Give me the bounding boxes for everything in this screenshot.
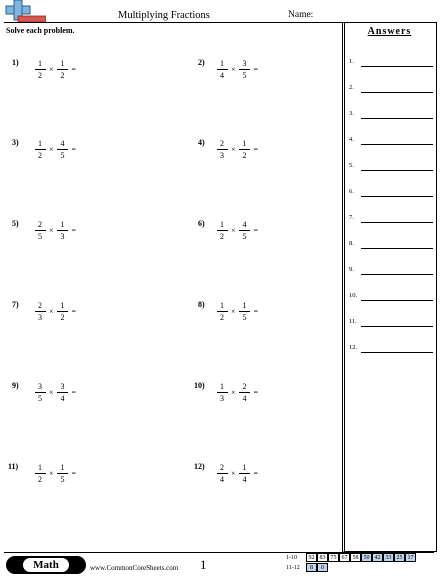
denominator: 3 bbox=[60, 232, 65, 241]
score-range-label: 1-10 bbox=[286, 555, 297, 561]
denominator: 5 bbox=[60, 475, 65, 484]
denominator: 5 bbox=[242, 71, 247, 80]
equals-sign: = bbox=[253, 469, 259, 478]
answer-row[interactable] bbox=[349, 136, 435, 148]
answer-number: 7. bbox=[349, 214, 354, 221]
fraction bbox=[57, 300, 69, 323]
answer-number: 8. bbox=[349, 240, 354, 247]
denominator: 5 bbox=[242, 313, 247, 322]
answer-row[interactable] bbox=[349, 240, 435, 252]
denominator: 5 bbox=[242, 232, 247, 241]
denominator: 2 bbox=[220, 313, 224, 322]
problem-expression bbox=[216, 462, 258, 485]
score-cell: 25 bbox=[394, 553, 405, 562]
denominator: 2 bbox=[220, 232, 224, 241]
numerator: 1 bbox=[220, 220, 224, 229]
times-sign: × bbox=[231, 469, 236, 478]
fraction bbox=[239, 300, 251, 323]
score-cell: 75 bbox=[328, 553, 339, 562]
fraction bbox=[34, 381, 46, 404]
score-cell: 50 bbox=[361, 553, 372, 562]
answer-number: 10. bbox=[349, 292, 358, 299]
answers-panel bbox=[342, 22, 437, 552]
numerator: 1 bbox=[38, 59, 42, 68]
answer-line[interactable] bbox=[361, 248, 433, 249]
equals-sign: = bbox=[253, 307, 259, 316]
times-sign: × bbox=[231, 65, 236, 74]
fraction bbox=[57, 58, 69, 81]
fraction bbox=[216, 138, 228, 161]
numerator: 2 bbox=[38, 301, 42, 310]
answer-row[interactable] bbox=[349, 58, 435, 70]
numerator: 4 bbox=[242, 220, 247, 229]
equals-sign: = bbox=[71, 388, 77, 397]
fraction bbox=[34, 138, 46, 161]
denominator: 2 bbox=[242, 151, 247, 160]
denominator: 3 bbox=[220, 394, 224, 403]
page-title: Multiplying Fractions bbox=[118, 10, 210, 21]
score-cell: 83 bbox=[317, 553, 328, 562]
fraction bbox=[239, 219, 251, 242]
score-cell: 67 bbox=[339, 553, 350, 562]
answer-line[interactable] bbox=[361, 300, 433, 301]
answer-row[interactable] bbox=[349, 188, 435, 200]
problem-number: 11) bbox=[8, 462, 19, 471]
answer-line[interactable] bbox=[361, 66, 433, 67]
answer-line[interactable] bbox=[361, 326, 433, 327]
answer-number: 4. bbox=[349, 136, 354, 143]
fraction bbox=[57, 219, 69, 242]
answers-title: Answers bbox=[367, 26, 412, 37]
fraction bbox=[34, 300, 46, 323]
plus-logo-icon bbox=[4, 0, 46, 22]
score-cell: 42 bbox=[372, 553, 383, 562]
score-cell: 92 bbox=[306, 553, 317, 562]
fraction bbox=[57, 138, 69, 161]
problem-number: 9) bbox=[12, 381, 19, 390]
problem-expression bbox=[216, 300, 258, 323]
problem-expression bbox=[216, 219, 258, 242]
problem-number: 12) bbox=[194, 462, 205, 471]
answer-number: 12. bbox=[349, 344, 358, 351]
problem-expression bbox=[216, 381, 258, 404]
denominator: 2 bbox=[38, 475, 42, 484]
problem-number: 8) bbox=[198, 300, 205, 309]
equals-sign: = bbox=[253, 65, 259, 74]
times-sign: × bbox=[49, 226, 54, 235]
numerator: 4 bbox=[60, 139, 65, 148]
times-sign: × bbox=[49, 469, 54, 478]
denominator: 2 bbox=[38, 71, 42, 80]
answer-number: 9. bbox=[349, 266, 354, 273]
problem-expression bbox=[34, 219, 76, 242]
equals-sign: = bbox=[71, 307, 77, 316]
score-cell: 33 bbox=[383, 553, 394, 562]
math-badge-label: Math bbox=[23, 558, 69, 572]
fraction bbox=[239, 58, 251, 81]
fraction bbox=[239, 138, 251, 161]
numerator: 1 bbox=[242, 463, 247, 472]
answer-row[interactable] bbox=[349, 318, 435, 330]
equals-sign: = bbox=[253, 388, 259, 397]
numerator: 2 bbox=[220, 463, 224, 472]
numerator: 2 bbox=[220, 139, 224, 148]
score-cell: 17 bbox=[405, 553, 416, 562]
equals-sign: = bbox=[253, 226, 259, 235]
answer-row[interactable] bbox=[349, 344, 435, 356]
times-sign: × bbox=[231, 226, 236, 235]
problem-number: 1) bbox=[12, 58, 19, 67]
score-table-row-1 bbox=[286, 553, 416, 563]
instructions: Solve each problem. bbox=[6, 26, 75, 35]
fraction bbox=[239, 462, 251, 485]
answer-row[interactable] bbox=[349, 292, 435, 304]
page-number: 1 bbox=[200, 557, 207, 572]
answer-number: 5. bbox=[349, 162, 354, 169]
answer-line[interactable] bbox=[361, 118, 433, 119]
denominator: 2 bbox=[60, 71, 65, 80]
numerator: 1 bbox=[60, 220, 65, 229]
fraction bbox=[216, 381, 228, 404]
problem-number: 3) bbox=[12, 138, 19, 147]
fraction bbox=[34, 58, 46, 81]
numerator: 1 bbox=[60, 301, 65, 310]
denominator: 4 bbox=[220, 475, 224, 484]
score-cell: 8 bbox=[306, 563, 317, 572]
denominator: 5 bbox=[38, 394, 42, 403]
denominator: 5 bbox=[38, 232, 42, 241]
equals-sign: = bbox=[71, 145, 77, 154]
answer-line[interactable] bbox=[361, 170, 433, 171]
answer-number: 6. bbox=[349, 188, 354, 195]
numerator: 3 bbox=[60, 382, 65, 391]
numerator: 1 bbox=[38, 463, 42, 472]
answer-number: 2. bbox=[349, 84, 354, 91]
answer-row[interactable] bbox=[349, 110, 435, 122]
denominator: 3 bbox=[220, 151, 224, 160]
answer-line[interactable] bbox=[361, 274, 433, 275]
fraction bbox=[34, 219, 46, 242]
answer-number: 11. bbox=[349, 318, 357, 325]
denominator: 2 bbox=[38, 151, 42, 160]
denominator: 5 bbox=[60, 151, 65, 160]
answer-line[interactable] bbox=[361, 222, 433, 223]
fraction bbox=[216, 219, 228, 242]
fraction bbox=[239, 381, 251, 404]
score-cell: 0 bbox=[317, 563, 328, 572]
problem-expression bbox=[34, 462, 76, 485]
denominator: 4 bbox=[60, 394, 65, 403]
answer-row[interactable] bbox=[349, 162, 435, 174]
problem-expression bbox=[34, 381, 76, 404]
fraction bbox=[216, 462, 228, 485]
times-sign: × bbox=[49, 145, 54, 154]
answer-row[interactable] bbox=[349, 84, 435, 96]
fraction bbox=[216, 58, 228, 81]
answer-line[interactable] bbox=[361, 352, 433, 353]
denominator: 2 bbox=[60, 313, 65, 322]
times-sign: × bbox=[231, 388, 236, 397]
math-badge bbox=[6, 556, 86, 574]
times-sign: × bbox=[49, 65, 54, 74]
denominator: 3 bbox=[38, 313, 42, 322]
equals-sign: = bbox=[71, 65, 77, 74]
numerator: 1 bbox=[220, 59, 224, 68]
problem-expression bbox=[34, 58, 76, 81]
problem-expression bbox=[216, 138, 258, 161]
score-cell: 58 bbox=[350, 553, 361, 562]
answer-row[interactable] bbox=[349, 266, 435, 278]
denominator: 4 bbox=[220, 71, 224, 80]
numerator: 3 bbox=[242, 59, 247, 68]
times-sign: × bbox=[231, 307, 236, 316]
score-range-label: 11-12 bbox=[286, 565, 300, 571]
denominator: 4 bbox=[242, 394, 247, 403]
fraction bbox=[57, 462, 69, 485]
answer-number: 1. bbox=[349, 58, 354, 65]
problem-number: 7) bbox=[12, 300, 19, 309]
numerator: 1 bbox=[242, 301, 247, 310]
numerator: 3 bbox=[38, 382, 42, 391]
answer-number: 3. bbox=[349, 110, 354, 117]
problem-number: 4) bbox=[198, 138, 205, 147]
fraction bbox=[57, 381, 69, 404]
answer-line[interactable] bbox=[361, 92, 433, 93]
answer-line[interactable] bbox=[361, 144, 433, 145]
score-table-row-2 bbox=[286, 563, 328, 573]
problem-number: 6) bbox=[198, 219, 205, 228]
denominator: 4 bbox=[242, 475, 247, 484]
answer-row[interactable] bbox=[349, 214, 435, 226]
equals-sign: = bbox=[71, 469, 77, 478]
times-sign: × bbox=[49, 307, 54, 316]
numerator: 1 bbox=[60, 463, 65, 472]
numerator: 1 bbox=[220, 301, 224, 310]
numerator: 1 bbox=[60, 59, 65, 68]
equals-sign: = bbox=[253, 145, 259, 154]
numerator: 1 bbox=[242, 139, 247, 148]
problem-number: 10) bbox=[194, 381, 205, 390]
site-url: www.CommonCoreSheets.com bbox=[90, 564, 179, 572]
numerator: 2 bbox=[242, 382, 247, 391]
times-sign: × bbox=[49, 388, 54, 397]
equals-sign: = bbox=[71, 226, 77, 235]
name-label: Name: bbox=[288, 10, 314, 20]
answer-line[interactable] bbox=[361, 196, 433, 197]
numerator: 1 bbox=[220, 382, 224, 391]
problem-expression bbox=[34, 138, 76, 161]
problem-number: 5) bbox=[12, 219, 19, 228]
fraction bbox=[216, 300, 228, 323]
numerator: 2 bbox=[38, 220, 42, 229]
times-sign: × bbox=[231, 145, 236, 154]
fraction bbox=[34, 462, 46, 485]
numerator: 1 bbox=[38, 139, 42, 148]
problem-number: 2) bbox=[198, 58, 205, 67]
problem-expression bbox=[216, 58, 258, 81]
problem-expression bbox=[34, 300, 76, 323]
